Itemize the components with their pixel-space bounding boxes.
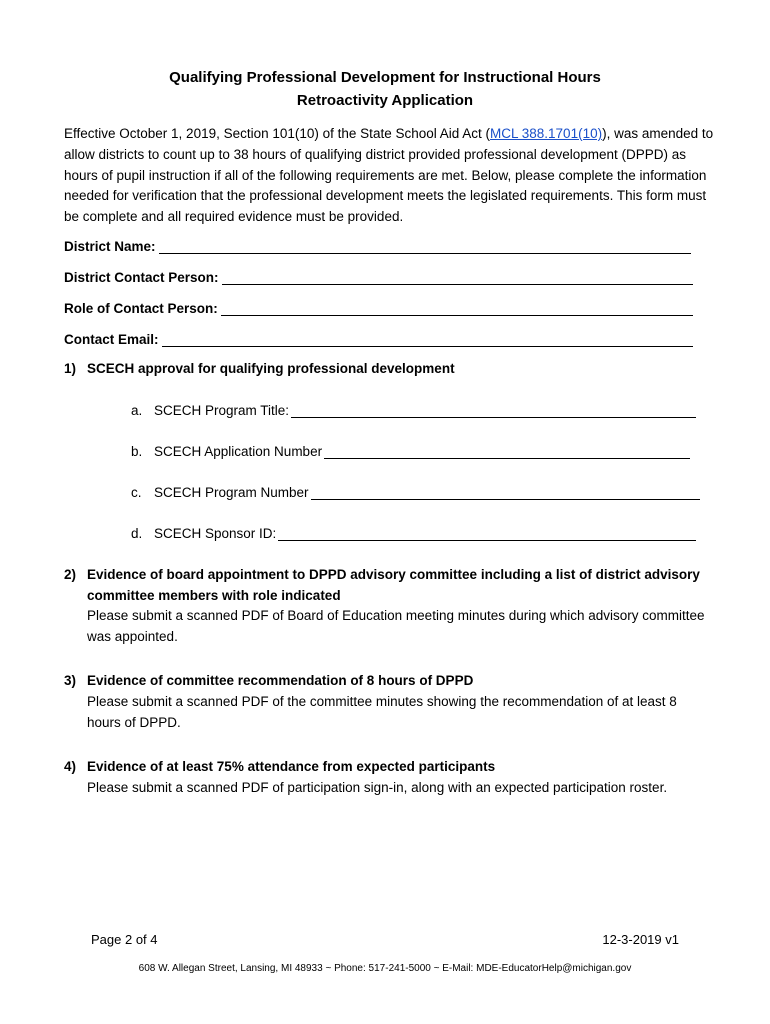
district-contact-line[interactable] [222,271,693,285]
contact-role-field[interactable] [64,298,693,316]
section-1-heading [64,359,714,381]
scech-application-number-field[interactable] [131,441,690,459]
section-2-heading [64,565,714,609]
scech-program-title-field[interactable] [131,400,696,418]
contact-role-label: Role of Contact Person: [64,301,218,316]
intro-text-end: ), was amended to allow districts to count up to 38 hours of qualifying district provided professional development (DPPD) as hours of pupil instruction if all of the following requirements are met. Below, please complete the information needed for verification that the professional development meets the legislated requirements. This form must be complete and all required evidence must be provided. [64,126,714,225]
district-name-line[interactable] [159,240,691,254]
scech-sponsor-id-line[interactable] [278,527,696,541]
intro-text-start: Effective October 1, 2019, Section 101(10) of the State School Aid Act ( [64,126,491,141]
section-4-number: 4) [64,759,77,774]
district-name-label: District Name: [64,239,156,254]
item-letter: c. [131,485,142,500]
intro-paragraph [64,124,714,228]
page-subtitle: Retroactivity Application [296,92,474,109]
section-3-title: Evidence of committee recommendation of 8 hours of DPPD [87,673,474,688]
scech-sponsor-id-label: SCECH Sponsor ID: [154,526,277,541]
item-letter: d. [131,526,143,541]
scech-program-title-label: SCECH Program Title: [154,403,290,418]
section-4-instructions: Please submit a scanned PDF of participation sign-in, along with an expected participation roster. [87,780,668,795]
page-title: Qualifying Professional Development for Instructional Hours [169,69,601,86]
item-letter: b. [131,444,143,459]
scech-sponsor-id-field[interactable] [131,523,696,541]
scech-program-number-label: SCECH Program Number [154,485,309,500]
section-2-title: Evidence of board appointment to DPPD advisory committee including a list of district advisory committee members with role indicated [87,567,700,603]
scech-program-title-line[interactable] [291,404,696,418]
page-number: Page 2 of 4 [91,932,158,947]
scech-application-number-label: SCECH Application Number [154,444,323,459]
scech-program-number-field[interactable] [131,482,700,500]
section-1-title: SCECH approval for qualifying professional development [87,361,455,376]
mcl-link[interactable]: MCL 388.1701(10) [490,126,603,141]
section-3-instructions: Please submit a scanned PDF of the committee minutes showing the recommendation of at least 8 hours of DPPD. [87,694,677,730]
scech-application-number-line[interactable] [324,445,690,459]
scech-program-number-line[interactable] [311,486,700,500]
section-4-heading [64,757,714,779]
contact-email-line[interactable] [162,333,693,347]
section-3-number: 3) [64,673,77,688]
district-contact-field[interactable] [64,267,693,285]
section-3-heading [64,671,714,693]
document-version: 12-3-2019 v1 [602,932,679,947]
footer-address: 608 W. Allegan Street, Lansing, MI 48933 ~ Phone: 517-241-5000 ~ E-Mail: MDE-EducatorHelp@michigan.gov [138,963,632,974]
section-1-number: 1) [64,361,77,376]
item-letter: a. [131,403,143,418]
section-4-title: Evidence of at least 75% attendance from expected participants [87,759,496,774]
district-name-field[interactable] [64,236,691,254]
contact-role-line[interactable] [221,302,693,316]
section-2-number: 2) [64,567,77,582]
contact-email-field[interactable] [64,329,693,347]
district-contact-label: District Contact Person: [64,270,219,285]
section-2-instructions: Please submit a scanned PDF of Board of Education meeting minutes during which advisory committee was appointed. [87,608,705,644]
contact-email-label: Contact Email: [64,332,159,347]
